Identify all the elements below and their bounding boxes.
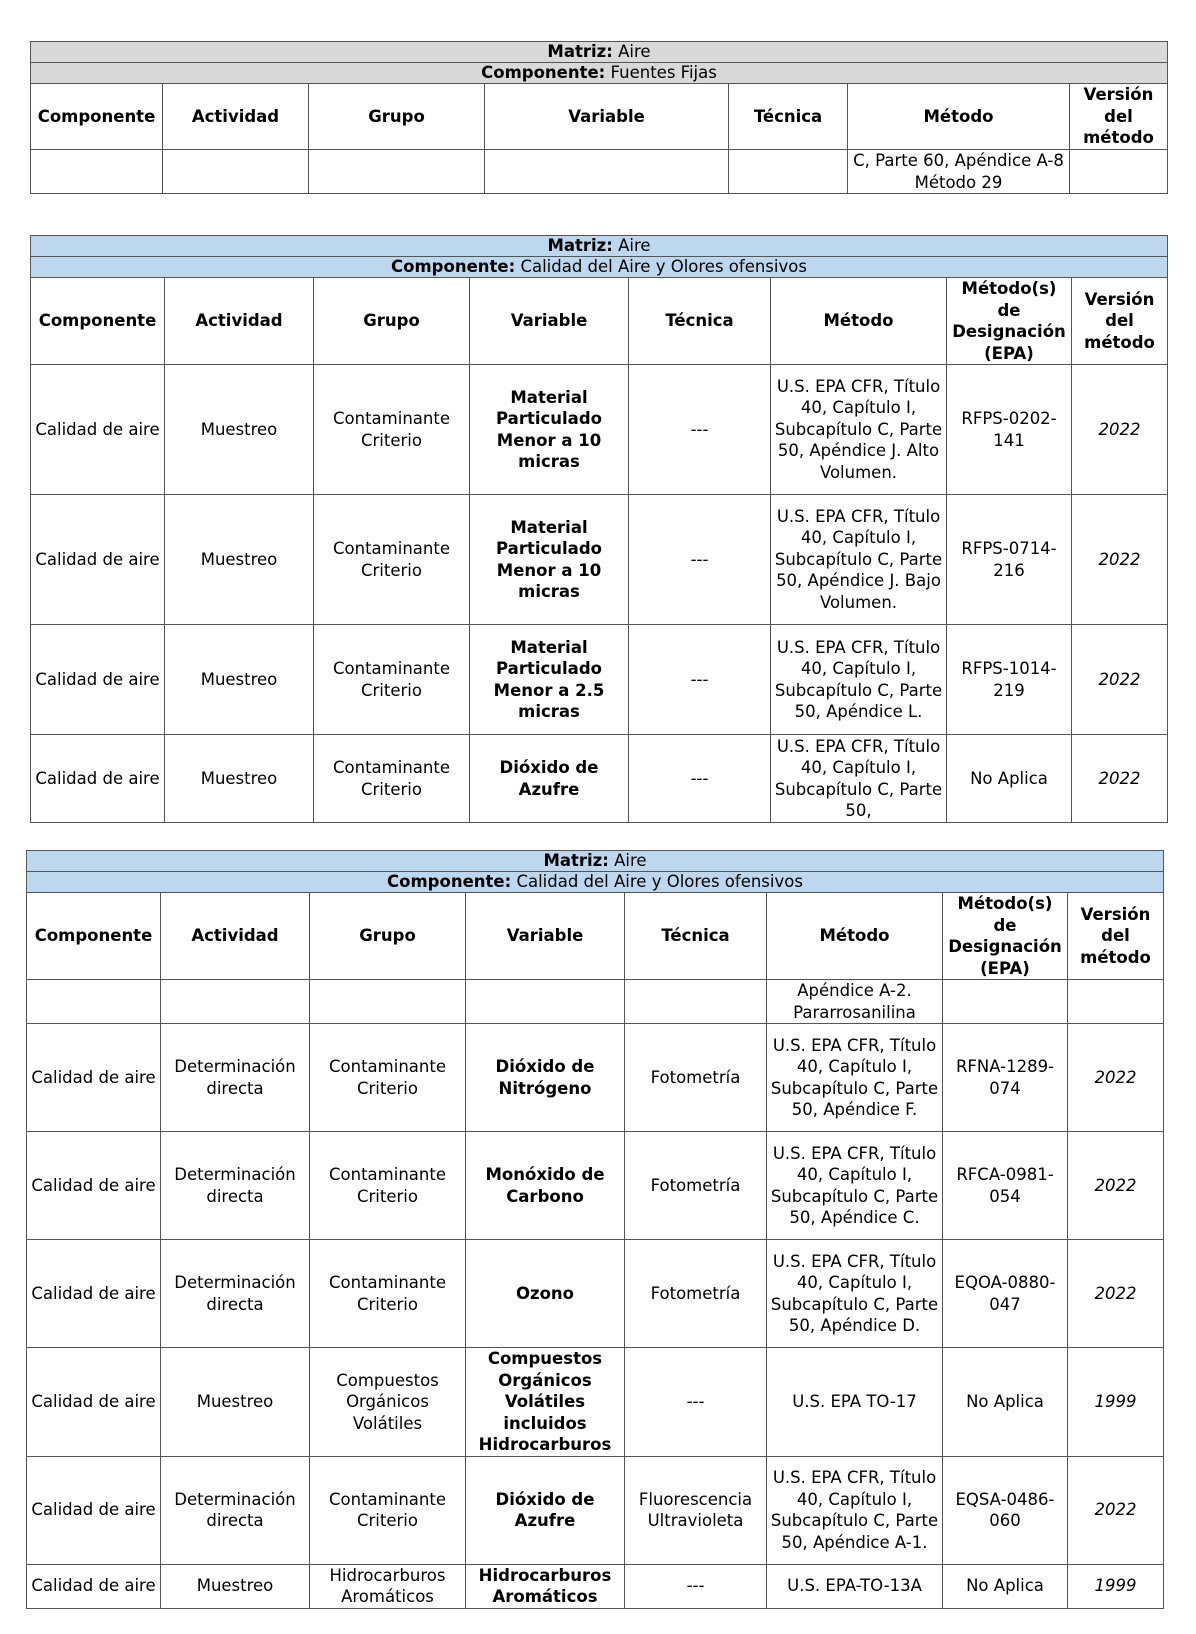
- cell-variable: Ozono: [466, 1240, 625, 1348]
- componente-value: Calidad del Aire y Olores ofensivos: [520, 257, 807, 276]
- table-row: [31, 150, 1168, 194]
- componente-cell: [31, 63, 1168, 84]
- cell-version: 2022: [1072, 365, 1168, 495]
- cell-variable: Material Particulado Menor a 2.5 micras: [470, 625, 629, 735]
- header-row: [31, 278, 1168, 365]
- cell-grupo: Compuestos Orgánicos Volátiles: [310, 1348, 466, 1457]
- cell-actividad: Determinación directa: [161, 1456, 310, 1564]
- cell-metodo: U.S. EPA-TO-13A: [767, 1564, 943, 1608]
- matriz-value: Aire: [614, 851, 647, 870]
- table-row: [31, 625, 1168, 735]
- header-grupo: Grupo: [309, 84, 485, 150]
- cell-version: 2022: [1072, 495, 1168, 625]
- cell-metodo: U.S. EPA CFR, Título 40, Capítulo I, Subcapítulo C, Parte 50, Apéndice D.: [767, 1240, 943, 1348]
- cell-componente: Calidad de aire: [27, 1456, 161, 1564]
- cell-version: [1070, 150, 1168, 194]
- cell-version: 2022: [1068, 1456, 1164, 1564]
- cell-version: [1068, 980, 1164, 1024]
- cell-tecnica: ---: [629, 495, 771, 625]
- cell-version: 2022: [1068, 1024, 1164, 1132]
- cell-grupo: Hidrocarburos Aromáticos: [310, 1564, 466, 1608]
- header-version: Versión del método: [1070, 84, 1168, 150]
- cell-designacion: RFNA-1289-074: [943, 1024, 1068, 1132]
- cell-metodo: C, Parte 60, Apéndice A-8 Método 29: [848, 150, 1070, 194]
- componente-value: Fuentes Fijas: [610, 63, 717, 82]
- componente-value: Calidad del Aire y Olores ofensivos: [516, 872, 803, 891]
- componente-label: Componente:: [387, 872, 512, 891]
- cell-variable: [485, 150, 729, 194]
- header-tecnica: Técnica: [629, 278, 771, 365]
- componente-label: Componente:: [481, 63, 606, 82]
- table-row: [31, 365, 1168, 495]
- cell-componente: Calidad de aire: [31, 735, 165, 823]
- cell-version: 2022: [1068, 1240, 1164, 1348]
- cell-grupo: Contaminante Criterio: [314, 625, 470, 735]
- cell-grupo: Contaminante Criterio: [314, 365, 470, 495]
- header-grupo: Grupo: [310, 893, 466, 980]
- cell-metodo: U.S. EPA CFR, Título 40, Capítulo I, Subcapítulo C, Parte 50, Apéndice L.: [771, 625, 947, 735]
- cell-actividad: Muestreo: [161, 1348, 310, 1457]
- cell-componente: Calidad de aire: [31, 365, 165, 495]
- header-actividad: Actividad: [165, 278, 314, 365]
- table-row: [27, 1240, 1164, 1348]
- cell-designacion: [943, 980, 1068, 1024]
- cell-tecnica: [625, 980, 767, 1024]
- cell-version: 2022: [1072, 735, 1168, 823]
- cell-variable: Material Particulado Menor a 10 micras: [470, 495, 629, 625]
- cell-version: 1999: [1068, 1348, 1164, 1457]
- cell-componente: Calidad de aire: [27, 1564, 161, 1608]
- cell-tecnica: ---: [629, 735, 771, 823]
- header-variable: Variable: [466, 893, 625, 980]
- cell-componente: [27, 980, 161, 1024]
- cell-designacion: No Aplica: [947, 735, 1072, 823]
- header-metodo: Método: [767, 893, 943, 980]
- cell-designacion: RFPS-1014-219: [947, 625, 1072, 735]
- cell-designacion: EQOA-0880-047: [943, 1240, 1068, 1348]
- cell-metodo: U.S. EPA CFR, Título 40, Capítulo I, Subcapítulo C, Parte 50, Apéndice C.: [767, 1132, 943, 1240]
- header-componente: Componente: [31, 278, 165, 365]
- cell-designacion: RFPS-0202-141: [947, 365, 1072, 495]
- table-row: [27, 1348, 1164, 1457]
- cell-designacion: No Aplica: [943, 1348, 1068, 1457]
- cell-version: 2022: [1072, 625, 1168, 735]
- cell-variable: Dióxido de Nitrógeno: [466, 1024, 625, 1132]
- componente-band: [31, 257, 1168, 278]
- header-row: [31, 84, 1168, 150]
- cell-tecnica: Fotometría: [625, 1132, 767, 1240]
- cell-variable: Monóxido de Carbono: [466, 1132, 625, 1240]
- cell-designacion: RFCA-0981-054: [943, 1132, 1068, 1240]
- componente-band: [27, 872, 1164, 893]
- cell-actividad: [161, 980, 310, 1024]
- cell-componente: Calidad de aire: [27, 1348, 161, 1457]
- matriz-cell: [31, 236, 1168, 257]
- cell-actividad: Determinación directa: [161, 1024, 310, 1132]
- header-grupo: Grupo: [314, 278, 470, 365]
- cell-componente: Calidad de aire: [31, 495, 165, 625]
- cell-version: 1999: [1068, 1564, 1164, 1608]
- table-row: [27, 980, 1164, 1024]
- matriz-label: Matriz:: [547, 42, 613, 61]
- cell-variable: Dióxido de Azufre: [470, 735, 629, 823]
- cell-metodo: U.S. EPA CFR, Título 40, Capítulo I, Subcapítulo C, Parte 50, Apéndice A-1.: [767, 1456, 943, 1564]
- cell-metodo: U.S. EPA CFR, Título 40, Capítulo I, Subcapítulo C, Parte 50, Apéndice F.: [767, 1024, 943, 1132]
- cell-tecnica: [729, 150, 848, 194]
- cell-actividad: Determinación directa: [161, 1132, 310, 1240]
- cell-metodo: U.S. EPA CFR, Título 40, Capítulo I, Subcapítulo C, Parte 50, Apéndice J. Bajo Volumen.: [771, 495, 947, 625]
- matriz-value: Aire: [618, 42, 651, 61]
- cell-variable: Material Particulado Menor a 10 micras: [470, 365, 629, 495]
- cell-actividad: Muestreo: [165, 625, 314, 735]
- table-row: [31, 495, 1168, 625]
- header-componente: Componente: [27, 893, 161, 980]
- componente-cell: [27, 872, 1164, 893]
- cell-tecnica: ---: [625, 1564, 767, 1608]
- componente-cell: [31, 257, 1168, 278]
- cell-actividad: Muestreo: [165, 495, 314, 625]
- header-actividad: Actividad: [163, 84, 309, 150]
- cell-componente: Calidad de aire: [31, 625, 165, 735]
- cell-grupo: Contaminante Criterio: [310, 1456, 466, 1564]
- cell-componente: Calidad de aire: [27, 1240, 161, 1348]
- table-row: [31, 735, 1168, 823]
- table-row: [27, 1132, 1164, 1240]
- cell-grupo: [310, 980, 466, 1024]
- cell-actividad: [163, 150, 309, 194]
- matriz-band: [27, 851, 1164, 872]
- table-fuentes-fijas: [30, 41, 1168, 194]
- matriz-cell: [31, 42, 1168, 63]
- header-designacion: Método(s) de Designación (EPA): [947, 278, 1072, 365]
- cell-tecnica: Fluorescencia Ultravioleta: [625, 1456, 767, 1564]
- cell-grupo: Contaminante Criterio: [310, 1024, 466, 1132]
- cell-variable: Dióxido de Azufre: [466, 1456, 625, 1564]
- cell-metodo: U.S. EPA CFR, Título 40, Capítulo I, Subcapítulo C, Parte 50,: [771, 735, 947, 823]
- cell-tecnica: ---: [629, 625, 771, 735]
- header-version: Versión del método: [1072, 278, 1168, 365]
- cell-designacion: RFPS-0714-216: [947, 495, 1072, 625]
- header-metodo: Método: [848, 84, 1070, 150]
- cell-variable: [466, 980, 625, 1024]
- matriz-value: Aire: [618, 236, 651, 255]
- cell-variable: Hidrocarburos Aromáticos: [466, 1564, 625, 1608]
- cell-designacion: EQSA-0486-060: [943, 1456, 1068, 1564]
- table-row: [27, 1564, 1164, 1608]
- matriz-label: Matriz:: [547, 236, 613, 255]
- cell-metodo: Apéndice A-2. Pararrosanilina: [767, 980, 943, 1024]
- matriz-cell: [27, 851, 1164, 872]
- table-row: [27, 1024, 1164, 1132]
- cell-grupo: Contaminante Criterio: [314, 735, 470, 823]
- table-calidad-aire-2: [26, 850, 1164, 1609]
- cell-metodo: U.S. EPA TO-17: [767, 1348, 943, 1457]
- header-row: [27, 893, 1164, 980]
- header-tecnica: Técnica: [625, 893, 767, 980]
- cell-grupo: Contaminante Criterio: [314, 495, 470, 625]
- header-metodo: Método: [771, 278, 947, 365]
- matriz-band: [31, 236, 1168, 257]
- header-version: Versión del método: [1068, 893, 1164, 980]
- cell-componente: Calidad de aire: [27, 1024, 161, 1132]
- cell-tecnica: Fotometría: [625, 1024, 767, 1132]
- cell-version: 2022: [1068, 1132, 1164, 1240]
- cell-grupo: Contaminante Criterio: [310, 1240, 466, 1348]
- cell-componente: [31, 150, 163, 194]
- componente-label: Componente:: [391, 257, 516, 276]
- cell-designacion: No Aplica: [943, 1564, 1068, 1608]
- header-designacion: Método(s) de Designación (EPA): [943, 893, 1068, 980]
- matriz-label: Matriz:: [543, 851, 609, 870]
- cell-grupo: Contaminante Criterio: [310, 1132, 466, 1240]
- table-row: [27, 1456, 1164, 1564]
- header-variable: Variable: [485, 84, 729, 150]
- cell-tecnica: Fotometría: [625, 1240, 767, 1348]
- cell-actividad: Determinación directa: [161, 1240, 310, 1348]
- header-actividad: Actividad: [161, 893, 310, 980]
- cell-variable: Compuestos Orgánicos Volátiles incluidos Hidrocarburos: [466, 1348, 625, 1457]
- componente-band: [31, 63, 1168, 84]
- cell-metodo: U.S. EPA CFR, Título 40, Capítulo I, Subcapítulo C, Parte 50, Apéndice J. Alto Volumen.: [771, 365, 947, 495]
- cell-tecnica: ---: [625, 1348, 767, 1457]
- cell-actividad: Muestreo: [165, 365, 314, 495]
- cell-grupo: [309, 150, 485, 194]
- header-variable: Variable: [470, 278, 629, 365]
- matriz-band: [31, 42, 1168, 63]
- cell-actividad: Muestreo: [161, 1564, 310, 1608]
- cell-actividad: Muestreo: [165, 735, 314, 823]
- table-calidad-aire-1: [30, 235, 1168, 823]
- header-tecnica: Técnica: [729, 84, 848, 150]
- cell-componente: Calidad de aire: [27, 1132, 161, 1240]
- header-componente: Componente: [31, 84, 163, 150]
- cell-tecnica: ---: [629, 365, 771, 495]
